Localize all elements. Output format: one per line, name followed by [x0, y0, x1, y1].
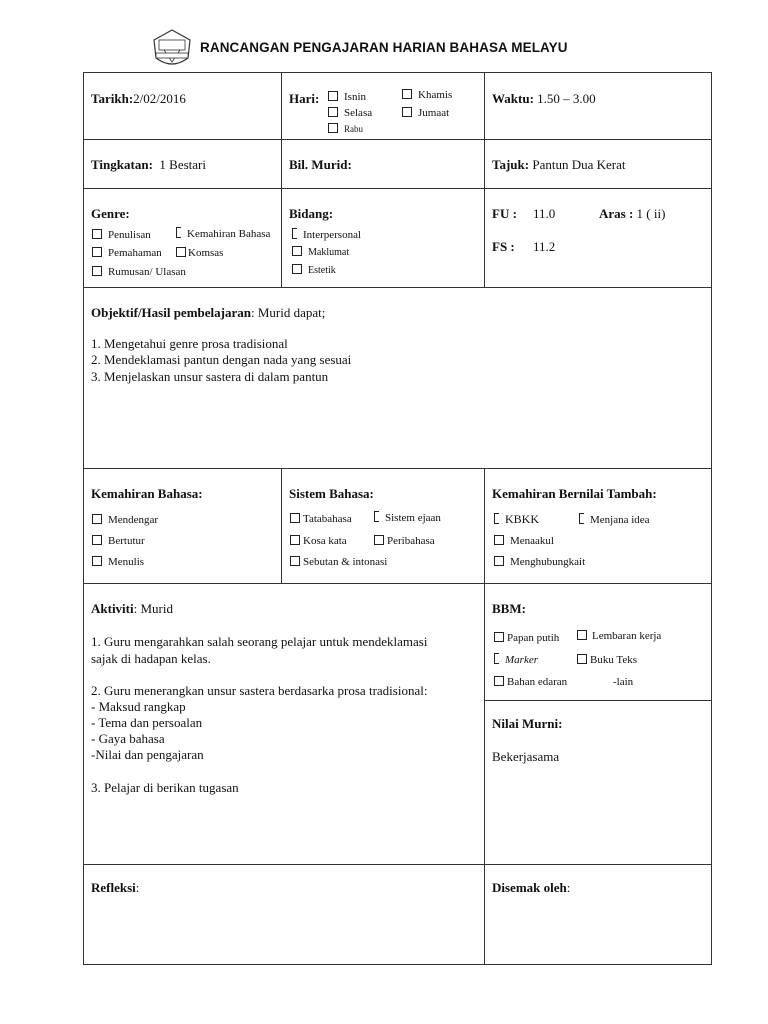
kemahiran-bahasa-label: Kemahiran Bahasa: — [91, 486, 203, 501]
checkbox-icon — [328, 91, 338, 101]
checkbox-icon — [494, 513, 499, 524]
hari-option-jumaat[interactable]: Jumaat — [402, 107, 449, 119]
tarikh-label: Tarikh: — [91, 91, 134, 106]
bbm-cell — [484, 583, 712, 701]
tarikh-cell — [83, 72, 282, 140]
checkbox-icon — [494, 676, 504, 686]
kbt-option-kbkk[interactable]: KBKK — [494, 513, 539, 525]
sb-option-tatabahasa[interactable]: Tatabahasa — [290, 513, 352, 525]
tajuk-label: Tajuk: — [492, 157, 530, 172]
fs-value: 11.2 — [533, 239, 556, 254]
bbm-option-lain: -lain — [613, 676, 634, 688]
checkbox-icon — [577, 654, 587, 664]
checkbox-icon — [290, 535, 300, 545]
fu-label: FU : — [492, 206, 517, 221]
genre-option-rumusan[interactable]: Rumusan/ Ulasan — [92, 266, 186, 278]
checkbox-icon — [290, 556, 300, 566]
aras-label: Aras : — [599, 206, 634, 221]
bbm-option-lembaran-kerja[interactable]: Lembaran kerja — [577, 630, 661, 642]
bbm-option-marker[interactable]: Marker — [494, 653, 538, 666]
genre-label: Genre: — [91, 206, 130, 221]
objektif-label: Objektif/Hasil pembelajaran — [91, 305, 251, 320]
aras-value: 1 ( ii) — [636, 206, 666, 221]
bidang-option-interpersonal[interactable]: Interpersonal — [292, 228, 361, 241]
bidang-option-maklumat[interactable]: Maklumat — [292, 246, 349, 259]
checkbox-icon — [374, 535, 384, 545]
checkbox-icon — [374, 511, 379, 522]
checkbox-icon — [402, 89, 412, 99]
tingkatan-label: Tingkatan: — [91, 157, 153, 172]
checkbox-icon — [292, 264, 302, 274]
nilai-murni-value: Bekerjasama — [492, 749, 560, 764]
waktu-cell — [484, 72, 712, 140]
aktiviti-cell — [83, 583, 485, 865]
genre-option-komsas[interactable]: Komsas — [176, 247, 223, 259]
checkbox-icon — [402, 107, 412, 117]
aktiviti-line: - Maksud rangkap — [91, 699, 186, 714]
aktiviti-line: 3. Pelajar di berikan tugasan — [91, 780, 239, 795]
checkbox-icon — [494, 632, 504, 642]
school-crest-icon — [150, 26, 194, 70]
kb-option-mendengar[interactable]: Mendengar — [92, 514, 158, 526]
checkbox-icon — [92, 535, 102, 545]
checkbox-icon — [494, 653, 499, 664]
bidang-cell — [281, 188, 485, 288]
checkbox-icon — [92, 229, 102, 239]
objektif-item-1: 1. Mengetahui genre prosa tradisional — [91, 336, 288, 351]
aktiviti-line: - Gaya bahasa — [91, 731, 165, 746]
hari-option-rabu[interactable]: Rabu — [328, 123, 363, 135]
kbt-option-menghubungkait[interactable]: Menghubungkait — [494, 556, 585, 568]
checkbox-icon — [577, 630, 587, 640]
tingkatan-cell — [83, 139, 282, 189]
sistem-bahasa-cell — [281, 468, 485, 584]
aktiviti-line: - Tema dan persoalan — [91, 715, 203, 730]
kb-option-bertutur[interactable]: Bertutur — [92, 535, 145, 547]
tarikh-value: 2/02/2016 — [133, 91, 186, 106]
bbm-option-buku-teks[interactable]: Buku Teks — [577, 654, 637, 666]
objektif-item-2: 2. Mendeklamasi pantun dengan nada yang sesuai — [91, 352, 352, 367]
genre-cell — [83, 188, 282, 288]
checkbox-icon — [494, 535, 504, 545]
kbt-option-menaakul[interactable]: Menaakul — [494, 535, 554, 547]
bbm-label: BBM: — [492, 601, 526, 616]
aktiviti-line: 1. Guru mengarahkan salah seorang pelajar untuk mendeklamasi — [91, 634, 428, 649]
bbm-option-papan-putih[interactable]: Papan putih — [494, 632, 559, 644]
fs-label: FS : — [492, 239, 515, 254]
aktiviti-intro: : Murid — [133, 601, 173, 616]
bidang-label: Bidang: — [289, 206, 334, 221]
kbt-label: Kemahiran Bernilai Tambah: — [492, 486, 657, 501]
sistem-bahasa-label: Sistem Bahasa: — [289, 486, 374, 501]
objektif-intro: : Murid dapat; — [250, 305, 326, 320]
checkbox-icon — [176, 227, 181, 238]
aktiviti-line: 2. Guru menerangkan unsur sastera berdasarka prosa tradisional: — [91, 683, 428, 698]
genre-option-pemahaman[interactable]: Pemahaman — [92, 247, 162, 259]
page-title: RANCANGAN PENGAJARAN HARIAN BAHASA MELAYU — [200, 40, 568, 55]
checkbox-icon — [92, 266, 102, 276]
sb-option-sistem-ejaan[interactable]: Sistem ejaan — [374, 511, 441, 524]
sb-option-peribahasa[interactable]: Peribahasa — [374, 535, 435, 547]
bil-murid-cell — [281, 139, 485, 189]
hari-label: Hari: — [289, 91, 320, 106]
checkbox-icon — [328, 123, 338, 133]
checkbox-icon — [328, 107, 338, 117]
kbt-cell — [484, 468, 712, 584]
checkbox-icon — [290, 513, 300, 523]
aktiviti-label: Aktiviti — [91, 601, 134, 616]
bbm-option-bahan-edaran[interactable]: Bahan edaran — [494, 676, 567, 688]
objektif-item-3: 3. Menjelaskan unsur sastera di dalam pantun — [91, 369, 329, 384]
aktiviti-line: sajak di hadapan kelas. — [91, 651, 211, 666]
checkbox-icon — [579, 513, 584, 524]
checkbox-icon — [494, 556, 504, 566]
document-header — [150, 26, 630, 72]
hari-option-selasa[interactable]: Selasa — [328, 107, 372, 119]
refleksi-cell: Refleksi: — [83, 864, 485, 965]
refleksi-label: Refleksi — [91, 880, 136, 895]
checkbox-icon — [92, 514, 102, 524]
bil-murid-label: Bil. Murid: — [289, 157, 352, 172]
kemahiran-bahasa-cell — [83, 468, 282, 584]
waktu-label: Waktu: — [492, 91, 534, 106]
waktu-value: 1.50 – 3.00 — [537, 91, 596, 106]
fu-value: 11.0 — [533, 206, 556, 221]
fu-fs-cell — [484, 188, 712, 288]
hari-option-isnin[interactable]: Isnin — [328, 91, 366, 103]
nilai-murni-label: Nilai Murni: — [492, 716, 563, 731]
tingkatan-value: 1 Bestari — [159, 157, 206, 172]
disemak-cell: Disemak oleh: — [484, 864, 712, 965]
checkbox-icon — [176, 247, 186, 257]
checkbox-icon — [92, 247, 102, 257]
tajuk-value: Pantun Dua Kerat — [532, 157, 626, 172]
nilai-murni-cell — [484, 700, 712, 865]
hari-cell — [281, 72, 485, 140]
sb-option-sebutan[interactable]: Sebutan & intonasi — [290, 556, 387, 568]
hari-option-khamis[interactable]: Khamis — [402, 89, 452, 101]
checkbox-icon — [92, 556, 102, 566]
checkbox-icon — [292, 246, 302, 256]
genre-option-penulisan[interactable]: Penulisan — [92, 229, 151, 241]
objektif-cell — [83, 287, 712, 469]
bidang-option-estetik[interactable]: Estetik — [292, 264, 336, 277]
checkbox-icon — [292, 228, 297, 239]
disemak-label: Disemak oleh — [492, 880, 567, 895]
sb-option-kosa-kata[interactable]: Kosa kata — [290, 535, 347, 547]
kbt-option-menjana-idea[interactable]: Menjana idea — [579, 513, 650, 526]
genre-option-kemahiran-bahasa[interactable]: Kemahiran Bahasa — [176, 227, 270, 240]
aktiviti-line: -Nilai dan pengajaran — [91, 747, 204, 762]
tajuk-cell — [484, 139, 712, 189]
kb-option-menulis[interactable]: Menulis — [92, 556, 144, 568]
